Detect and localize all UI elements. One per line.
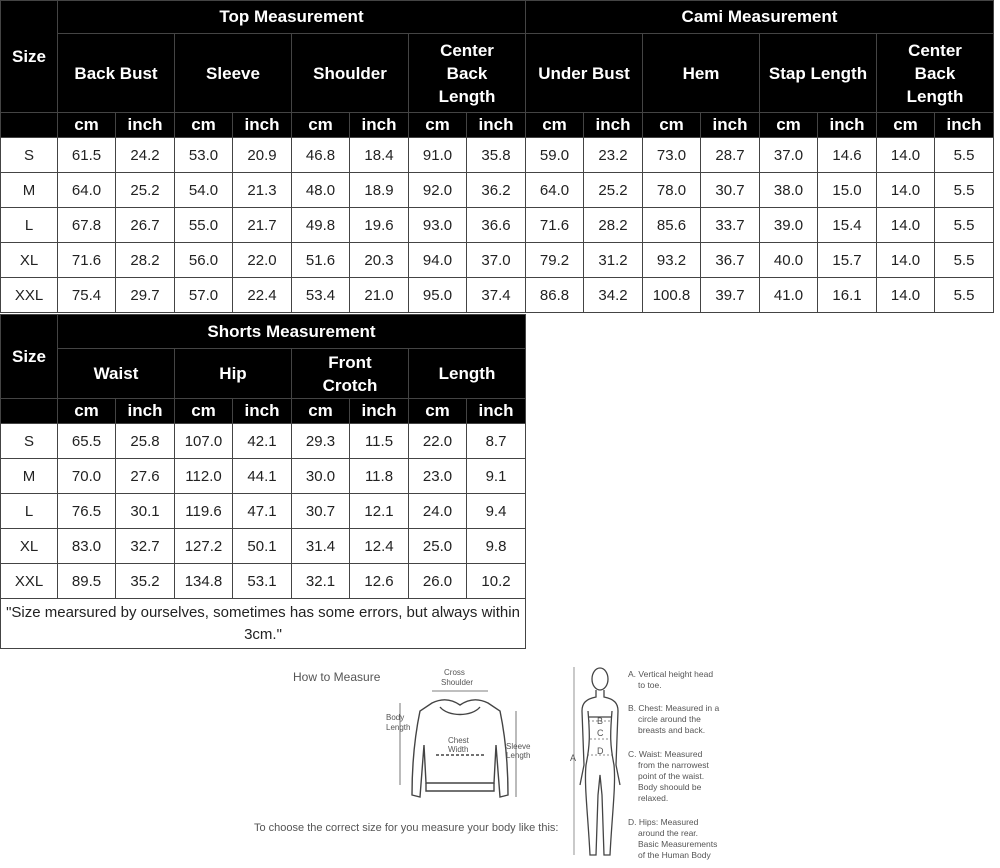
measurement-note-line: Basic Measurements xyxy=(638,839,718,849)
value-cell: 73.0 xyxy=(643,138,701,173)
top-unit-inch: inch xyxy=(467,113,526,138)
value-cell: 15.7 xyxy=(818,243,877,278)
value-cell: 53.4 xyxy=(292,278,350,313)
shorts-unit-size-blank xyxy=(1,399,58,424)
value-cell: 92.0 xyxy=(409,173,467,208)
value-cell: 76.5 xyxy=(58,494,116,529)
top-unit-cm: cm xyxy=(175,113,233,138)
value-cell: 49.8 xyxy=(292,208,350,243)
table-row xyxy=(1,243,994,278)
value-cell: 25.2 xyxy=(584,173,643,208)
how-to-measure-illustration xyxy=(0,655,1000,868)
value-cell: 134.8 xyxy=(175,564,233,599)
value-cell: 14.0 xyxy=(877,138,935,173)
value-cell: 75.4 xyxy=(58,278,116,313)
measurement-note-line: relaxed. xyxy=(638,793,669,803)
size-cell: L xyxy=(1,494,58,529)
value-cell: 71.6 xyxy=(58,243,116,278)
shorts-unit-inch: inch xyxy=(116,399,175,424)
value-cell: 28.2 xyxy=(116,243,175,278)
value-cell: 94.0 xyxy=(409,243,467,278)
value-cell: 30.7 xyxy=(292,494,350,529)
top-unit-cm: cm xyxy=(760,113,818,138)
value-cell: 35.8 xyxy=(467,138,526,173)
value-cell: 9.8 xyxy=(467,529,526,564)
column-length: Length xyxy=(409,349,526,399)
value-cell: 38.0 xyxy=(760,173,818,208)
value-cell: 15.4 xyxy=(818,208,877,243)
measurement-note-line: point of the waist. xyxy=(638,771,705,781)
shorts-unit-cm: cm xyxy=(292,399,350,424)
measurement-note-line: circle around the xyxy=(638,714,701,724)
value-cell: 107.0 xyxy=(175,424,233,459)
value-cell: 5.5 xyxy=(935,243,994,278)
size-cell: XL xyxy=(1,529,58,564)
value-cell: 37.4 xyxy=(467,278,526,313)
column-stap-length: Stap Length xyxy=(760,34,877,113)
top-unit-cm: cm xyxy=(643,113,701,138)
value-cell: 32.1 xyxy=(292,564,350,599)
value-cell: 95.0 xyxy=(409,278,467,313)
value-cell: 18.4 xyxy=(350,138,409,173)
size-note: "Size mearsured by ourselves, sometimes has some errors, but always within 3cm." xyxy=(1,599,526,649)
value-cell: 51.6 xyxy=(292,243,350,278)
value-cell: 9.4 xyxy=(467,494,526,529)
value-cell: 32.7 xyxy=(116,529,175,564)
table-row xyxy=(1,494,526,529)
body-letter-c: C xyxy=(597,728,604,738)
value-cell: 25.8 xyxy=(116,424,175,459)
value-cell: 14.0 xyxy=(877,243,935,278)
value-cell: 14.6 xyxy=(818,138,877,173)
table-row xyxy=(1,138,994,173)
value-cell: 12.6 xyxy=(350,564,409,599)
size-cell: S xyxy=(1,138,58,173)
cross-label-line1: Cross xyxy=(444,668,465,677)
column-hip: Hip xyxy=(175,349,292,399)
unit-size-blank xyxy=(1,113,58,138)
value-cell: 24.2 xyxy=(116,138,175,173)
value-cell: 93.0 xyxy=(409,208,467,243)
measurement-notes xyxy=(628,669,719,860)
top-unit-inch: inch xyxy=(935,113,994,138)
value-cell: 53.0 xyxy=(175,138,233,173)
value-cell: 33.7 xyxy=(701,208,760,243)
value-cell: 5.5 xyxy=(935,138,994,173)
size-cell: S xyxy=(1,424,58,459)
value-cell: 64.0 xyxy=(526,173,584,208)
chest-width-label-line2: Width xyxy=(448,745,469,754)
shorts-unit-inch: inch xyxy=(233,399,292,424)
size-cell: L xyxy=(1,208,58,243)
value-cell: 40.0 xyxy=(760,243,818,278)
cross-label-line2: Shoulder xyxy=(441,678,474,687)
value-cell: 26.0 xyxy=(409,564,467,599)
top-unit-inch: inch xyxy=(818,113,877,138)
body-length-label-line2: Length xyxy=(386,723,411,732)
value-cell: 56.0 xyxy=(175,243,233,278)
value-cell: 22.0 xyxy=(409,424,467,459)
measurement-note-line: of the Human Body xyxy=(638,850,711,860)
column-cami-center-back-length: Center Back Length xyxy=(877,34,994,113)
body-letter-b: B xyxy=(597,716,604,726)
value-cell: 28.2 xyxy=(584,208,643,243)
value-cell: 64.0 xyxy=(58,173,116,208)
value-cell: 71.6 xyxy=(526,208,584,243)
value-cell: 20.3 xyxy=(350,243,409,278)
size-cell: XXL xyxy=(1,278,58,313)
value-cell: 9.1 xyxy=(467,459,526,494)
value-cell: 21.0 xyxy=(350,278,409,313)
value-cell: 42.1 xyxy=(233,424,292,459)
measure-instruction: To choose the correct size for you measure your body like this: xyxy=(254,822,559,834)
value-cell: 23.2 xyxy=(584,138,643,173)
top-unit-cm: cm xyxy=(877,113,935,138)
value-cell: 57.0 xyxy=(175,278,233,313)
shorts-unit-row xyxy=(1,399,526,424)
top-measurement-header: Top Measurement xyxy=(58,1,526,34)
top-unit-inch: inch xyxy=(233,113,292,138)
value-cell: 39.0 xyxy=(760,208,818,243)
value-cell: 61.5 xyxy=(58,138,116,173)
value-cell: 26.7 xyxy=(116,208,175,243)
value-cell: 65.5 xyxy=(58,424,116,459)
value-cell: 30.0 xyxy=(292,459,350,494)
value-cell: 53.1 xyxy=(233,564,292,599)
top-unit-cm: cm xyxy=(292,113,350,138)
cami-measurement-header: Cami Measurement xyxy=(526,1,994,34)
column-shoulder: Shoulder xyxy=(292,34,409,113)
column-under-bust: Under Bust xyxy=(526,34,643,113)
column-hem: Hem xyxy=(643,34,760,113)
value-cell: 55.0 xyxy=(175,208,233,243)
value-cell: 79.2 xyxy=(526,243,584,278)
value-cell: 39.7 xyxy=(701,278,760,313)
value-cell: 93.2 xyxy=(643,243,701,278)
measurement-note-line: C. Waist: Measured xyxy=(628,749,703,759)
value-cell: 59.0 xyxy=(526,138,584,173)
measurement-note-line: B. Chest: Measured in a xyxy=(628,703,720,713)
value-cell: 83.0 xyxy=(58,529,116,564)
value-cell: 28.7 xyxy=(701,138,760,173)
value-cell: 119.6 xyxy=(175,494,233,529)
value-cell: 37.0 xyxy=(760,138,818,173)
value-cell: 41.0 xyxy=(760,278,818,313)
chest-width-label-line1: Chest xyxy=(448,736,469,745)
value-cell: 78.0 xyxy=(643,173,701,208)
value-cell: 19.6 xyxy=(350,208,409,243)
shorts-unit-cm: cm xyxy=(175,399,233,424)
body-letter-a: A xyxy=(570,753,577,763)
top-unit-inch: inch xyxy=(116,113,175,138)
value-cell: 8.7 xyxy=(467,424,526,459)
column-back-bust: Back Bust xyxy=(58,34,175,113)
top-unit-inch: inch xyxy=(350,113,409,138)
value-cell: 14.0 xyxy=(877,208,935,243)
table-row xyxy=(1,278,994,313)
measurement-note-line: A. Vertical height head xyxy=(628,669,714,679)
value-cell: 91.0 xyxy=(409,138,467,173)
value-cell: 11.5 xyxy=(350,424,409,459)
table-row xyxy=(1,459,526,494)
measurement-note-line: D. Hips: Measured xyxy=(628,817,699,827)
shorts-unit-cm: cm xyxy=(58,399,116,424)
top-unit-cm: cm xyxy=(409,113,467,138)
value-cell: 44.1 xyxy=(233,459,292,494)
value-cell: 31.2 xyxy=(584,243,643,278)
shorts-unit-inch: inch xyxy=(350,399,409,424)
value-cell: 47.1 xyxy=(233,494,292,529)
value-cell: 48.0 xyxy=(292,173,350,208)
value-cell: 15.0 xyxy=(818,173,877,208)
how-to-measure-title: How to Measure xyxy=(293,670,381,684)
shorts-table-body xyxy=(1,424,526,599)
value-cell: 22.0 xyxy=(233,243,292,278)
value-cell: 112.0 xyxy=(175,459,233,494)
sleeve-length-label-line2: Length xyxy=(506,751,531,760)
value-cell: 50.1 xyxy=(233,529,292,564)
value-cell: 36.2 xyxy=(467,173,526,208)
measurement-note-line: to toe. xyxy=(638,680,662,690)
measurement-note-line: breasts and back. xyxy=(638,725,706,735)
value-cell: 25.2 xyxy=(116,173,175,208)
column-front-crotch: Front Crotch xyxy=(292,349,409,399)
human-body-icon xyxy=(580,668,620,855)
value-cell: 86.8 xyxy=(526,278,584,313)
value-cell: 36.6 xyxy=(467,208,526,243)
value-cell: 85.6 xyxy=(643,208,701,243)
value-cell: 12.1 xyxy=(350,494,409,529)
value-cell: 10.2 xyxy=(467,564,526,599)
size-header: Size xyxy=(1,1,58,113)
value-cell: 14.0 xyxy=(877,173,935,208)
value-cell: 18.9 xyxy=(350,173,409,208)
shorts-size-header: Size xyxy=(1,315,58,399)
body-letter-d: D xyxy=(597,746,604,756)
value-cell: 16.1 xyxy=(818,278,877,313)
table-row xyxy=(1,529,526,564)
value-cell: 24.0 xyxy=(409,494,467,529)
value-cell: 12.4 xyxy=(350,529,409,564)
measurement-note-line: around the rear. xyxy=(638,828,699,838)
measurement-note-line: Body shoould be xyxy=(638,782,702,792)
value-cell: 34.2 xyxy=(584,278,643,313)
value-cell: 30.7 xyxy=(701,173,760,208)
value-cell: 70.0 xyxy=(58,459,116,494)
value-cell: 36.7 xyxy=(701,243,760,278)
value-cell: 14.0 xyxy=(877,278,935,313)
table-row xyxy=(1,173,994,208)
size-cell: M xyxy=(1,173,58,208)
value-cell: 127.2 xyxy=(175,529,233,564)
value-cell: 54.0 xyxy=(175,173,233,208)
shorts-measurement-table xyxy=(0,314,526,649)
top-measurement-table xyxy=(0,0,994,313)
value-cell: 11.8 xyxy=(350,459,409,494)
value-cell: 29.3 xyxy=(292,424,350,459)
value-cell: 27.6 xyxy=(116,459,175,494)
top-table-body xyxy=(1,138,994,313)
sleeve-length-label-line1: Sleeve xyxy=(506,742,531,751)
top-unit-cm: cm xyxy=(526,113,584,138)
value-cell: 35.2 xyxy=(116,564,175,599)
measurement-note-line: from the narrowest xyxy=(638,760,709,770)
value-cell: 21.7 xyxy=(233,208,292,243)
size-cell: XL xyxy=(1,243,58,278)
table-row xyxy=(1,208,994,243)
value-cell: 29.7 xyxy=(116,278,175,313)
unit-row xyxy=(1,113,994,138)
value-cell: 5.5 xyxy=(935,173,994,208)
size-cell: XXL xyxy=(1,564,58,599)
value-cell: 31.4 xyxy=(292,529,350,564)
column-top-center-back-length: Center Back Length xyxy=(409,34,526,113)
value-cell: 30.1 xyxy=(116,494,175,529)
value-cell: 46.8 xyxy=(292,138,350,173)
table-row xyxy=(1,424,526,459)
value-cell: 67.8 xyxy=(58,208,116,243)
value-cell: 25.0 xyxy=(409,529,467,564)
shorts-unit-cm: cm xyxy=(409,399,467,424)
value-cell: 37.0 xyxy=(467,243,526,278)
value-cell: 100.8 xyxy=(643,278,701,313)
value-cell: 89.5 xyxy=(58,564,116,599)
value-cell: 22.4 xyxy=(233,278,292,313)
shorts-unit-inch: inch xyxy=(467,399,526,424)
body-length-label-line1: Body xyxy=(386,713,405,722)
top-unit-cm: cm xyxy=(58,113,116,138)
value-cell: 5.5 xyxy=(935,208,994,243)
table-row xyxy=(1,564,526,599)
column-sleeve: Sleeve xyxy=(175,34,292,113)
value-cell: 21.3 xyxy=(233,173,292,208)
value-cell: 23.0 xyxy=(409,459,467,494)
shorts-measurement-header: Shorts Measurement xyxy=(58,315,526,349)
value-cell: 5.5 xyxy=(935,278,994,313)
top-unit-inch: inch xyxy=(584,113,643,138)
top-unit-inch: inch xyxy=(701,113,760,138)
value-cell: 20.9 xyxy=(233,138,292,173)
size-cell: M xyxy=(1,459,58,494)
column-waist: Waist xyxy=(58,349,175,399)
